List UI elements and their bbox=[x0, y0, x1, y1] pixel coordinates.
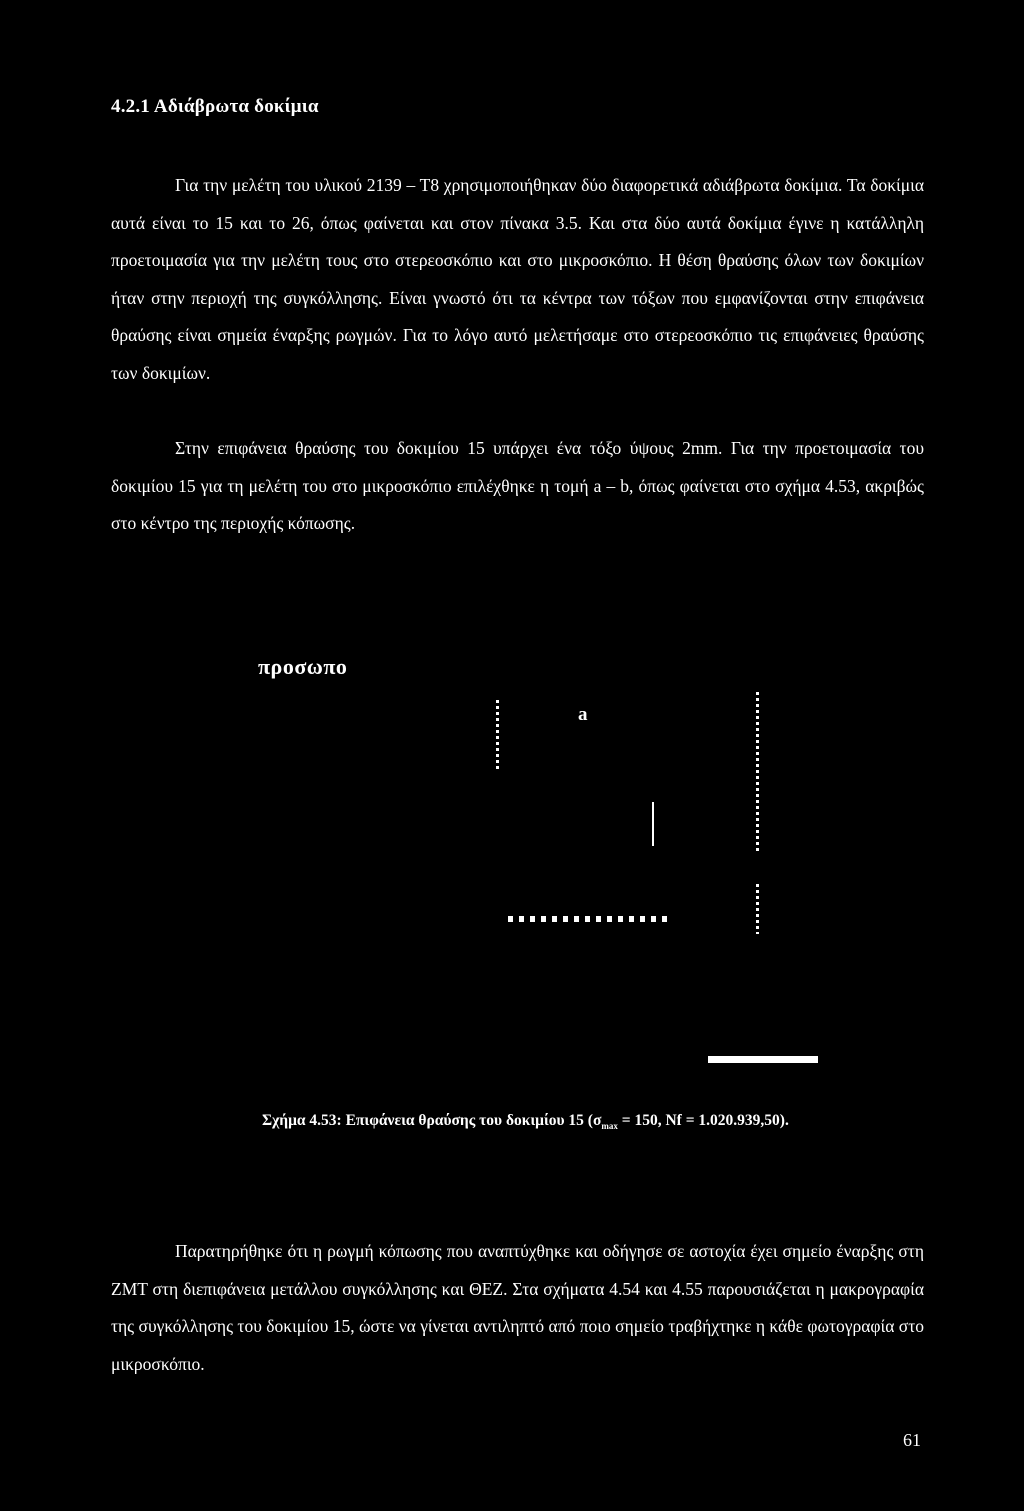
paragraph-specimen-15: Στην επιφάνεια θραύσης του δοκιμίου 15 υπάρχει ένα τόξο ύψους 2mm. Για την προετοιμασία του δοκιμίου 15 για τη μελέτη του στο μικροσκόπιο επιλέχθηκε η τομή a – b, όπως φαίνεται στο σχήμα 4.53, ακριβώς στο κέντρο της περιοχής κόπωσης. bbox=[111, 438, 924, 533]
paragraph-intro: Για την μελέτη του υλικού 2139 – Τ8 χρησιμοποιήθηκαν δύο διαφορετικά αδιάβρωτα δοκίμια. Τα δοκίμια αυτά είναι το 15 και το 26, όπως φαίνεται και στον πίνακα 3.5. Και στα δύο αυτά δοκίμια έγινε η κατάλληλη προετοιμασία για την μελέτη τους στο στερεοσκόπιο και στο μικροσκόπιο. Η θέση θραύσης όλων των δοκιμίων ήταν στην περιοχή της συγκόλλησης. Είναι γνωστό ότι τα κέντρα των τόξων που εμφανίζονται στην επιφάνεια θραύσης είναι σημεία έναρξης ρωγμών. Για το λόγο αυτό μελετήσαμε στο στερεοσκόπιο τις επιφάνειες θραύσης των δοκιμίων. bbox=[111, 175, 924, 383]
page-number: 61 bbox=[903, 1430, 921, 1450]
section-heading: 4.2.1 Αδιάβρωτα δοκίμια bbox=[111, 96, 319, 117]
dashed-marker-right-upper bbox=[756, 692, 759, 852]
scale-bar bbox=[708, 1056, 818, 1063]
section-line bbox=[652, 802, 654, 846]
paragraph-observation: Παρατηρήθηκε ότι η ρωγμή κόπωσης που αναπτύχθηκε και οδήγησε σε αστοχία έχει σημείο έναρξης στη ΖΜΤ στη διεπιφάνεια μετάλλου συγκόλλησης και ΘΕΖ. Στα σχήματα 4.54 και 4.55 παρουσιάζεται η μακρογραφία της συγκόλλησης του δοκιμίου 15, ώστε να γίνεται αντιληπτό από ποιο σημείο τραβήχτηκε η κάθε φωτογραφία στο μικροσκόπιο. bbox=[111, 1241, 924, 1374]
figure-label-face: προσωπο bbox=[258, 654, 348, 679]
dashed-marker-bottom bbox=[508, 916, 668, 922]
dashed-marker-left bbox=[496, 700, 499, 772]
dashed-marker-right-lower bbox=[756, 884, 759, 934]
fracture-surface-figure bbox=[220, 640, 860, 1100]
figure-label-a: a bbox=[578, 704, 588, 725]
figure-caption: Σχήμα 4.53: Επιφάνεια θραύσης του δοκιμίου 15 ($\sigma_{max} = 150$, Nf = 1.020.939,50). bbox=[262, 1112, 789, 1132]
